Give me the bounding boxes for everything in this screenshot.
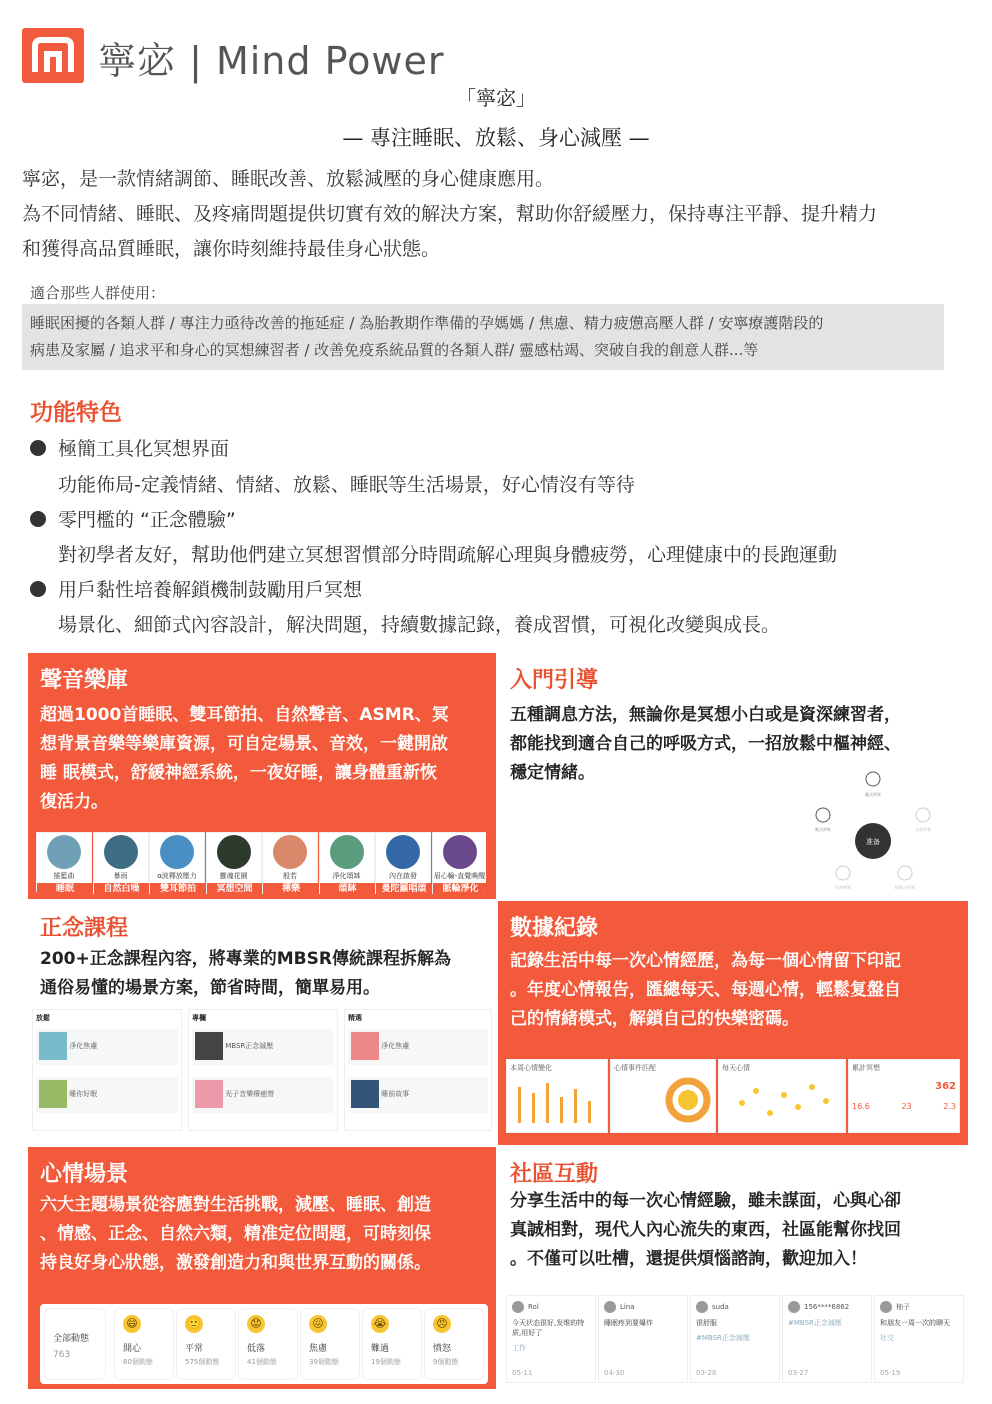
card-title: 心情場景 xyxy=(40,1162,129,1187)
card-title: 正念課程 xyxy=(40,916,129,941)
tile-label: 頌缽 xyxy=(320,883,376,894)
page-title: 「寧宓」 xyxy=(456,86,536,110)
mood-event-panel: 心情事件匹配 xyxy=(610,1059,716,1133)
data-record-card xyxy=(498,901,968,1145)
avatar xyxy=(788,1301,800,1313)
tile-label: 曼陀羅唱頌 xyxy=(376,883,432,894)
cover-art xyxy=(273,835,307,869)
card-title: 數據紀錄 xyxy=(510,916,599,941)
mood-item[interactable]: 😄 開心 80個動態 xyxy=(114,1308,174,1380)
svg-text:蜂鸣式呼吸: 蜂鸣式呼吸 xyxy=(895,885,915,890)
mood-face-icon: 😠 xyxy=(433,1315,451,1333)
cover-art xyxy=(443,835,477,869)
community-post[interactable]: Rol 今天状态很好,发维的特质,用好了 工作 05-11 xyxy=(506,1295,596,1383)
community-post[interactable]: 柚子 和朋友一周一次的聊天 社交 05-19 xyxy=(874,1295,964,1383)
weekly-mood-panel: 本周心情變化 xyxy=(506,1059,608,1133)
music-library-card xyxy=(28,653,496,899)
music-tile[interactable] xyxy=(375,832,431,894)
music-tile[interactable] xyxy=(36,832,92,894)
card-body: 分享生活中的每一次心情經驗，雖未謀面，心與心卻 真誠相對，現代人內心流失的東西，社區能幫你找回 。不僅可以吐槽，還提供煩惱諮詢，歡迎加入！ xyxy=(510,1191,901,1269)
card-body: 五種調息方法，無論你是冥想小白或是資深練習者， 都能找到適合自己的呼吸方式，一招放鬆中樞神經、 穩定情緒。 xyxy=(510,705,901,783)
mood-face-icon: 😄 xyxy=(123,1315,141,1333)
music-tile[interactable] xyxy=(206,832,262,894)
music-tiles xyxy=(36,828,486,894)
mood-item[interactable]: 🙂 平常 575個動態 xyxy=(176,1308,236,1380)
tile-name: 暴雨 xyxy=(113,872,128,880)
music-tile[interactable] xyxy=(262,832,318,894)
course-panel: 精選 淨化焦慮 睡前故事 xyxy=(344,1009,492,1131)
bullet-icon xyxy=(30,581,46,597)
method-node xyxy=(915,808,931,832)
breathing-diagram xyxy=(808,765,958,895)
community-post[interactable]: 156****6862 #MBSR正念減壓 03-27 xyxy=(782,1295,872,1383)
tile-label: 自然白噪 xyxy=(94,883,150,894)
card-body: 超過1000首睡眠、雙耳節拍、自然聲音、ASMR、冥 想背景音樂等樂庫資源，可自定場景、音效，一鍵開啟 睡 眠模式，舒緩神經系統，一夜好睡，讓身體重新恢 復活力。 xyxy=(40,705,449,812)
meditation-stats-panel: 累計冥想 362 16.6 23 2.3 xyxy=(848,1059,960,1133)
svg-text:冷却呼吸: 冷却呼吸 xyxy=(835,885,851,890)
tile-label: 睡眠 xyxy=(37,883,93,894)
feature-desc: 功能佈局-定義情緒、情緒、放鬆、睡眠等生活場景，好心情沒有等待 xyxy=(58,474,635,496)
method-node xyxy=(835,866,851,890)
feature-item: 用戶黏性培養解鎖機制鼓勵用戶冥想 xyxy=(30,575,362,602)
brand-name: 寧宓 | Mind Power xyxy=(98,39,445,83)
music-tile[interactable] xyxy=(149,832,205,894)
mood-item[interactable]: 😟 低落 41個動態 xyxy=(238,1308,298,1380)
suitable-label: 適合那些人群使用： xyxy=(30,284,166,302)
cover-art xyxy=(160,835,194,869)
avatar xyxy=(512,1301,524,1313)
feature-item: 零門檻的 “正念體驗” xyxy=(30,505,236,532)
avatar xyxy=(604,1301,616,1313)
bullet-icon xyxy=(30,511,46,527)
cover-art xyxy=(330,835,364,869)
card-title: 聲音樂庫 xyxy=(40,668,129,693)
music-tile[interactable] xyxy=(93,832,149,894)
features-title: 功能特色 xyxy=(30,400,122,426)
svg-text:喉式呼吸: 喉式呼吸 xyxy=(815,827,831,832)
avatar xyxy=(880,1301,892,1313)
music-tile[interactable] xyxy=(432,832,487,894)
intro-text: 寧宓，是一款情緒調節、睡眠改善、放鬆減壓的身心健康應用。 為不同情緒、睡眠、及疼痛問題提供切實有效的解決方案，幫助你舒緩壓力，保持專注平靜、提升精力 和獲得高品質睡眠，讓你時刻維持最佳身心狀態。 xyxy=(22,168,878,260)
music-tile[interactable] xyxy=(319,832,375,894)
community-post[interactable]: Lina 睡眠疼到要爆炸 04-30 xyxy=(598,1295,688,1383)
card-body: 200+正念課程內容，將專業的MBSR傳統課程拆解為 通俗易懂的場景方案，節省時間，簡單易用。 xyxy=(40,949,451,998)
daily-mood-panel: 每天心情 xyxy=(718,1059,846,1133)
ready-label: 准备 xyxy=(866,838,880,846)
community-post[interactable]: suda 很舒服 #MBSR正念減壓 03-28 xyxy=(690,1295,780,1383)
card-title: 社區互動 xyxy=(510,1162,599,1187)
tile-label: 脈輪淨化 xyxy=(433,883,487,894)
tile-name: 淨化頌缽 xyxy=(332,872,361,880)
card-body: 六大主題場景從容應對生活挑戰，減壓、睡眠、創造 、情感、正念、自然六類，精准定位問題，可時刻保 持良好身心狀態，激發創造力和與世界互動的關係。 xyxy=(40,1195,431,1273)
feature-desc: 對初學者友好，幫助他們建立冥想習慣部分時間疏解心理與身體疲勞，心理健康中的長跑運動 xyxy=(58,544,838,566)
tile-name: 搖籃曲 xyxy=(53,872,75,880)
cover-art xyxy=(217,835,251,869)
tile-name: α波釋放壓力 xyxy=(157,872,197,880)
mood-scene-card xyxy=(28,1147,496,1389)
community-card xyxy=(498,1147,968,1389)
cover-art xyxy=(386,835,420,869)
mood-item[interactable]: 😖 焦慮 39個動態 xyxy=(300,1308,360,1380)
cover-art xyxy=(47,835,81,869)
page-subtitle: — 專注睡眠、放鬆、身心減壓 — xyxy=(342,126,650,150)
cover-art xyxy=(104,835,138,869)
feature-desc: 場景化、細節式內容設計，解決問題，持續數據記錄，養成習慣，可視化改變與成長。 xyxy=(58,614,781,636)
mood-all: 全部動態 763 xyxy=(44,1308,106,1380)
mood-panel xyxy=(40,1304,488,1384)
method-node xyxy=(895,866,915,890)
post-list xyxy=(506,1295,966,1385)
suitable-box: 睡眠困擾的各類人群 / 專注力亟待改善的拖延症 / 為胎教期作準備的孕媽媽 / 焦慮、精力疲憊高壓人群 / 安寧療護階段的 病患及家屬 / 追求平和身心的冥想練習者 / 改善免疫系統品質的各類人群/ 靈感枯竭、突破自我的創意人群...等 xyxy=(22,304,944,370)
tile-name: 眉心輪-直覺喚醒 xyxy=(433,872,486,880)
guide-card xyxy=(498,653,968,899)
card-body: 記錄生活中每一次心情經歷，為每一個心情留下印記 。年度心情報告，匯總每天、每週心情，輕鬆复盤自 己的情緒模式，解鎖自己的快樂密碼。 xyxy=(510,951,901,1029)
tile-label: 雙耳節拍 xyxy=(150,883,206,894)
card-title: 入門引導 xyxy=(510,668,599,693)
tile-name: 內在啟發 xyxy=(389,872,417,880)
course-panel: 專欄 MBSR正念減壓 光子音樂療癒營 xyxy=(188,1009,338,1131)
tile-label: 禪樂 xyxy=(263,883,319,894)
method-node xyxy=(815,808,831,832)
course-card xyxy=(28,901,496,1145)
svg-text:腹式呼吸: 腹式呼吸 xyxy=(865,792,881,797)
bullet-icon xyxy=(30,440,46,456)
tile-name: 靈魂花園 xyxy=(219,872,248,880)
svg-text:交替呼吸: 交替呼吸 xyxy=(915,827,931,832)
mood-item[interactable]: 😠 憤怒 9個動態 xyxy=(424,1308,484,1380)
method-node xyxy=(865,772,881,797)
feature-item: 極簡工具化冥想界面 xyxy=(30,434,229,461)
mood-face-icon: 😖 xyxy=(309,1315,327,1333)
mood-face-icon: 😭 xyxy=(371,1315,389,1333)
course-panel: 放鬆 淨化焦慮 睡你好眠 xyxy=(32,1009,182,1131)
avatar xyxy=(696,1301,708,1313)
mood-item[interactable]: 😭 難過 19個動態 xyxy=(362,1308,422,1380)
tile-label: 冥想空間 xyxy=(207,883,263,894)
mood-face-icon: 😟 xyxy=(247,1315,265,1333)
brand-logo xyxy=(22,28,84,83)
mood-face-icon: 🙂 xyxy=(185,1315,203,1333)
tile-name: 般若 xyxy=(283,872,297,880)
